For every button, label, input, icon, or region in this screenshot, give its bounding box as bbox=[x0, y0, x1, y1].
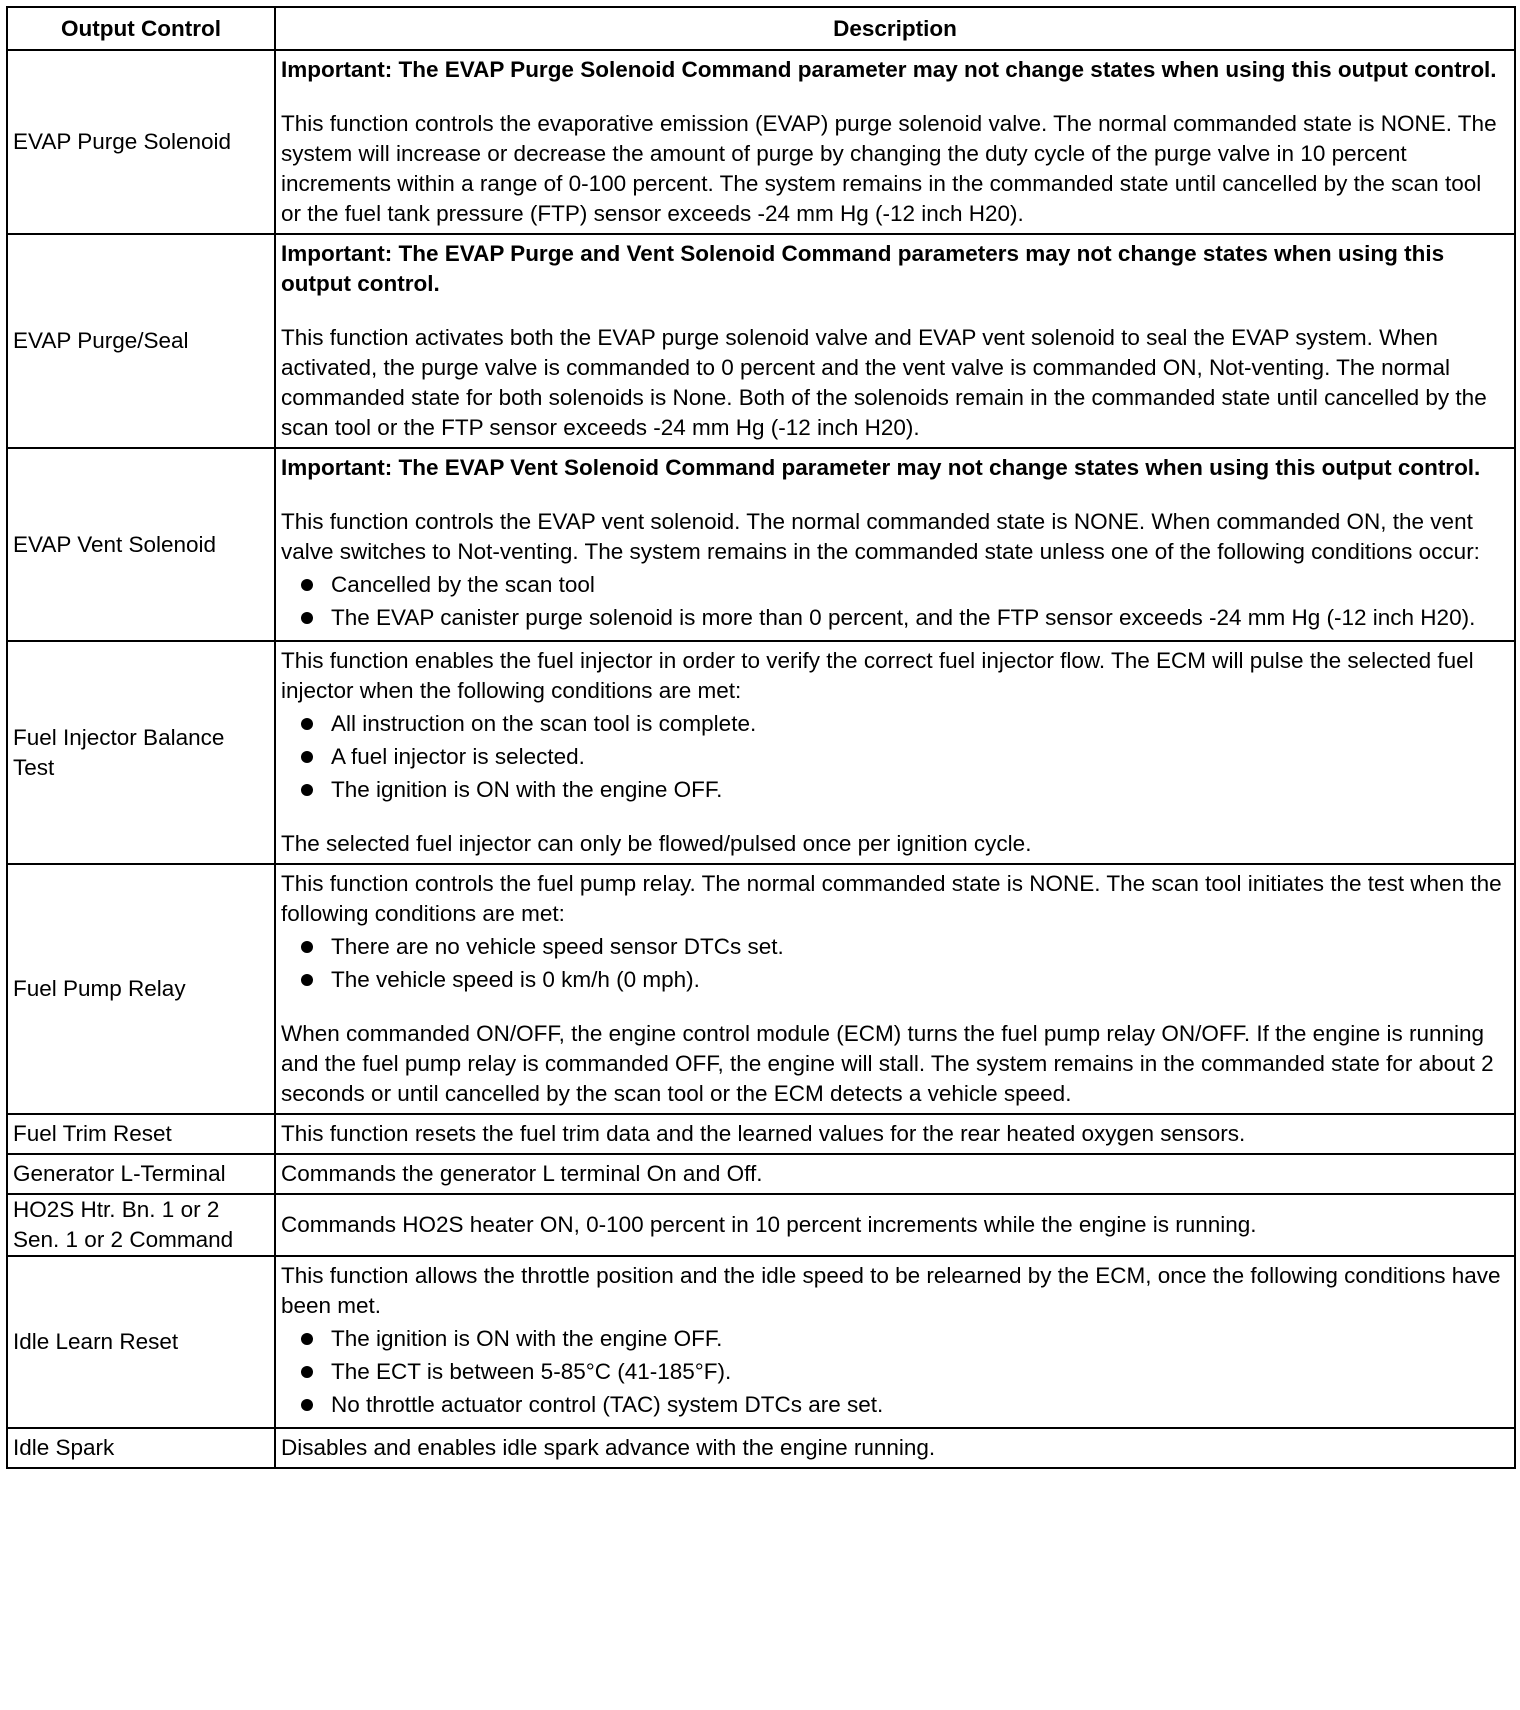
description-cell bbox=[275, 641, 1515, 864]
list-item bbox=[281, 603, 1506, 633]
description-cell bbox=[275, 448, 1515, 641]
important-note: Important: The EVAP Vent Solenoid Command parameter may not change states when using this output control. bbox=[281, 455, 1481, 480]
list-item bbox=[281, 1324, 1506, 1354]
description-text: This function allows the throttle position and the idle speed to be relearned by the ECM, once the following conditions have been met. bbox=[281, 1263, 1501, 1318]
table-row bbox=[7, 1256, 1515, 1428]
list-item-text: The EVAP canister purge solenoid is more than 0 percent, and the FTP sensor exceeds -24 mm Hg (-12 inch H20). bbox=[331, 605, 1476, 630]
list-item bbox=[281, 709, 1506, 739]
output-control-cell: EVAP Vent Solenoid bbox=[7, 448, 275, 641]
table-row bbox=[7, 641, 1515, 864]
list-item bbox=[281, 965, 1506, 995]
description-text: This function enables the fuel injector in order to verify the correct fuel injector flow. The ECM will pulse the selected fuel injector when the following conditions are met: bbox=[281, 648, 1474, 703]
output-control-cell: Fuel Injector Balance Test bbox=[7, 641, 275, 864]
bullet-icon bbox=[301, 784, 313, 796]
description-text: This function controls the EVAP vent solenoid. The normal commanded state is NONE. When commanded ON, the vent valve switches to Not-venting. The system remains in the commanded state unless one of the following conditions occur: bbox=[281, 509, 1480, 564]
bullet-icon bbox=[301, 941, 313, 953]
description-cell bbox=[275, 50, 1515, 234]
list-item bbox=[281, 570, 1506, 600]
table-row bbox=[7, 234, 1515, 448]
list-item-text: The ECT is between 5-85°C (41-185°F). bbox=[331, 1359, 732, 1384]
list-item-text: Cancelled by the scan tool bbox=[331, 572, 595, 597]
bullet-icon bbox=[301, 1333, 313, 1345]
bullet-icon bbox=[301, 579, 313, 591]
description-text: This function controls the fuel pump relay. The normal commanded state is NONE. The scan tool initiates the test when the following conditions are met: bbox=[281, 871, 1502, 926]
table-row bbox=[7, 448, 1515, 641]
list-item-text: A fuel injector is selected. bbox=[331, 744, 585, 769]
output-control-cell: Idle Learn Reset bbox=[7, 1256, 275, 1428]
list-item bbox=[281, 742, 1506, 772]
header-row bbox=[7, 7, 1515, 50]
list-item-text: No throttle actuator control (TAC) system DTCs are set. bbox=[331, 1392, 884, 1417]
table-row bbox=[7, 1154, 1515, 1194]
list-item bbox=[281, 932, 1506, 962]
description-cell: Commands HO2S heater ON, 0-100 percent in 10 percent increments while the engine is running. bbox=[275, 1194, 1515, 1256]
table-row bbox=[7, 1194, 1515, 1256]
header-description: Description bbox=[275, 7, 1515, 50]
header-output-control: Output Control bbox=[7, 7, 275, 50]
list-item bbox=[281, 775, 1506, 805]
condition-list bbox=[281, 709, 1506, 805]
list-item bbox=[281, 1390, 1506, 1420]
description-text: This function activates both the EVAP purge solenoid valve and EVAP vent solenoid to seal the EVAP system. When activated, the purge valve is commanded to 0 percent and the vent valve is commanded ON, Not-venting. The normal commanded state for both solenoids is None. Both of the solenoids remain in the commanded state until cancelled by the scan tool or the FTP sensor exceeds -24 mm Hg (-12 inch H20). bbox=[281, 325, 1487, 440]
condition-list bbox=[281, 932, 1506, 995]
description-cell: This function resets the fuel trim data and the learned values for the rear heated oxygen sensors. bbox=[275, 1114, 1515, 1154]
important-note: Important: The EVAP Purge Solenoid Command parameter may not change states when using this output control. bbox=[281, 57, 1497, 82]
list-item-text: All instruction on the scan tool is complete. bbox=[331, 711, 757, 736]
description-cell: Disables and enables idle spark advance with the engine running. bbox=[275, 1428, 1515, 1468]
table-row bbox=[7, 864, 1515, 1114]
list-item bbox=[281, 1357, 1506, 1387]
description-cell bbox=[275, 234, 1515, 448]
list-item-text: The vehicle speed is 0 km/h (0 mph). bbox=[331, 967, 700, 992]
description-cell bbox=[275, 864, 1515, 1114]
output-control-cell: HO2S Htr. Bn. 1 or 2 Sen. 1 or 2 Command bbox=[7, 1194, 275, 1256]
list-item-text: The ignition is ON with the engine OFF. bbox=[331, 777, 723, 802]
description-text: This function controls the evaporative emission (EVAP) purge solenoid valve. The normal commanded state is NONE. The system will increase or decrease the amount of purge by changing the duty cycle of the purge valve in 10 percent increments within a range of 0-100 percent. The system remains in the commanded state until cancelled by the scan tool or the fuel tank pressure (FTP) sensor exceeds -24 mm Hg (-12 inch H20). bbox=[281, 111, 1497, 226]
bullet-icon bbox=[301, 612, 313, 624]
output-control-cell: EVAP Purge Solenoid bbox=[7, 50, 275, 234]
condition-list bbox=[281, 1324, 1506, 1420]
output-control-cell: EVAP Purge/Seal bbox=[7, 234, 275, 448]
table-row bbox=[7, 50, 1515, 234]
description-note: The selected fuel injector can only be flowed/pulsed once per ignition cycle. bbox=[281, 831, 1032, 856]
list-item-text: The ignition is ON with the engine OFF. bbox=[331, 1326, 723, 1351]
table-row bbox=[7, 1114, 1515, 1154]
output-control-table bbox=[6, 6, 1516, 1469]
description-cell: Commands the generator L terminal On and Off. bbox=[275, 1154, 1515, 1194]
list-item-text: There are no vehicle speed sensor DTCs set. bbox=[331, 934, 784, 959]
bullet-icon bbox=[301, 751, 313, 763]
document-page bbox=[6, 6, 1514, 1469]
description-note: When commanded ON/OFF, the engine control module (ECM) turns the fuel pump relay ON/OFF. If the engine is running and the fuel pump relay is commanded OFF, the engine will stall. The system remains in the commanded state for about 2 seconds or until cancelled by the scan tool or the ECM detects a vehicle speed. bbox=[281, 1021, 1494, 1106]
table-row bbox=[7, 1428, 1515, 1468]
output-control-cell: Generator L-Terminal bbox=[7, 1154, 275, 1194]
output-control-cell: Fuel Trim Reset bbox=[7, 1114, 275, 1154]
condition-list bbox=[281, 570, 1506, 633]
bullet-icon bbox=[301, 718, 313, 730]
output-control-cell: Idle Spark bbox=[7, 1428, 275, 1468]
output-control-cell: Fuel Pump Relay bbox=[7, 864, 275, 1114]
bullet-icon bbox=[301, 1366, 313, 1378]
bullet-icon bbox=[301, 974, 313, 986]
bullet-icon bbox=[301, 1399, 313, 1411]
important-note: Important: The EVAP Purge and Vent Solenoid Command parameters may not change states when using this output control. bbox=[281, 241, 1445, 296]
description-cell bbox=[275, 1256, 1515, 1428]
